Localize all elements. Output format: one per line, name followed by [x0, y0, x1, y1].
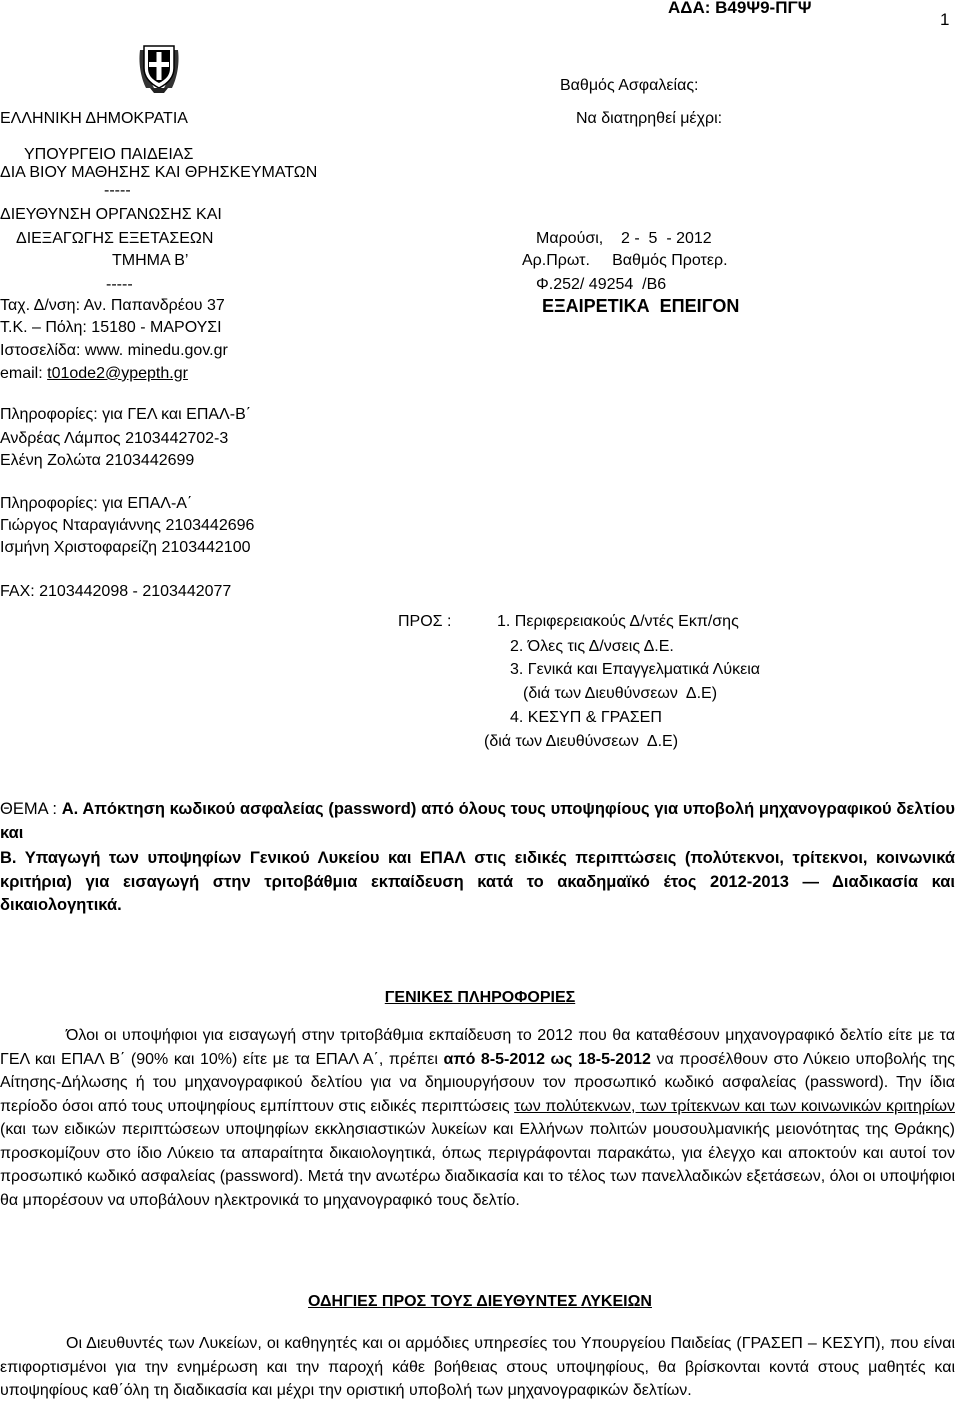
directors-heading: ΟΔΗΓΙΕΣ ΠΡΟΣ ΤΟΥΣ ΔΙΕΥΘΥΝΤΕΣ ΛΥΚΕΙΩΝ — [308, 1293, 652, 1310]
directors-text: Οι Διευθυντές των Λυκείων, οι καθηγητές και οι αρμόδιες υπηρεσίες του Υπουργείου Παιδείας (ΓΡΑΣΕΠ – ΚΕΣΥΠ), που είναι επιφορτισμένοι για την ενημέρωση και την παροχή κάθε βοήθειας στους υποψηφίους, θα βρίσκονται κοντά στους μαθητές και υποψηφίους καθ΄όλη τη διαδικασία και μέχρι την οριστική υποβολή των μηχανογραφικών δελτίων. — [0, 1335, 955, 1399]
separator-2: ----- — [106, 276, 133, 293]
protocol-line: Αρ.Πρωτ. Βαθμός Προτερ. — [522, 252, 728, 269]
general-categories: των πολύτεκνων, των τρίτεκνων και των κοινωνικών κριτηρίων — [514, 1097, 955, 1115]
email-line — [0, 364, 188, 384]
subject-a — [0, 798, 955, 845]
general-text-3: (και των ειδικών περιπτώσεων υποψηφίων εκκλησιαστικών λυκείων και Ελλήνων πολιτών μουσουλμανικής μειονότητας της Θράκης) προσκομίζουν στο ίδιο Λύκειο τα απαραίτητα δικαιολογητικά, όπως περιγράφονται παρακάτω, για έλεγχο και αποκτούν και αυτοί τον προσωπικό κωδικό ασφαλείας (password). Μετά την ανωτέρω διαδικασία και το τέλος των πανελλαδικών εξετάσεων, όλοι οι υποψήφιοι θα μπορέσουν να υποβάλουν ηλεκτρονικά το μηχανογραφικό τους δελτίο. — [0, 1121, 955, 1209]
recipient-1: 1. Περιφερειακούς Δ/ντές Εκπ/σης — [497, 613, 739, 630]
recipient-3: 3. Γενικά και Επαγγελματικά Λύκεια — [510, 661, 761, 678]
email-link[interactable]: t01ode2@ypepth.gr — [47, 365, 188, 382]
priority-label: ΕΞΑΙΡΕΤΙΚΑ ΕΠΕΙΓΟΝ — [542, 296, 740, 316]
page-number: 1 — [940, 10, 950, 29]
subject-a-text: Α. Απόκτηση κωδικού ασφαλείας (password) από όλους τους υποψηφίους για υποβολή μηχανογραφικού δελτίου και — [0, 800, 955, 842]
postal-address: Ταχ. Δ/νση: Αν. Παπανδρέου 37 — [0, 297, 225, 314]
info-epal-a: Πληροφορίες: για ΕΠΑΛ-Α΄ — [0, 495, 193, 512]
recipient-4: 4. ΚΕΣΥΠ & ΓΡΑΣΕΠ — [510, 709, 662, 726]
security-level: Βαθμός Ασφαλείας: — [560, 77, 699, 94]
directorate-line-1: ΔΙΕΥΘΥΝΣΗ ΟΡΓΑΝΩΣΗΣ ΚΑΙ — [0, 206, 222, 223]
general-text-1: Όλοι οι υποψήφιοι για εισαγωγή στην τριτοβάθμια εκπαίδευση το 2012 που θα καταθέσουν μηχανογραφικό δελτίο είτε με τα ΓΕΛ και ΕΠΑΛ Β΄ (90% και 10%) είτε με τα ΕΠΑΛ Α΄, πρέπει — [0, 1027, 955, 1068]
place-date: Μαρούσι, 2 - 5 - 2012 — [536, 230, 712, 247]
general-text-2: να προσέλθουν στο Λύκειο υποβολής της Αίτησης-Δήλωσης ή του μηχανογραφικού δελτίου για να δημιουργήσουν τον προσωπικό κωδικό ασφαλείας (password). Την ίδια περίοδο όσοι από τους υποψηφίους εμπίπτουν στις ειδικές περιπτώσεις — [0, 1050, 955, 1115]
recipients-label: ΠΡΟΣ : — [398, 613, 452, 630]
contact-person-4: Ισμήνη Χριστοφαρείζη 2103442100 — [0, 539, 251, 556]
separator-1: ----- — [104, 182, 131, 199]
recipient-4-sub: (διά των Διευθύνσεων Δ.Ε) — [484, 733, 679, 750]
protocol-number: Φ.252/ 49254 /Β6 — [536, 276, 667, 293]
recipient-2: 2. Όλες τις Δ/νσεις Δ.Ε. — [510, 638, 674, 655]
contact-person-2: Ελένη Ζολώτα 2103442699 — [0, 452, 195, 469]
recipient-3-sub: (διά των Διευθύνσεων Δ.Ε) — [523, 685, 718, 702]
ada-code: ΑΔΑ: Β49Ψ9-ΠΓΨ — [668, 0, 812, 17]
postal-city: Τ.Κ. – Πόλη: 15180 - ΜΑΡΟΥΣΙ — [0, 319, 222, 336]
subject-label: ΘΕΜΑ : — [0, 800, 62, 818]
republic-name: ΕΛΛΗΝΙΚΗ ΔΗΜΟΚΡΑΤΙΑ — [0, 110, 188, 127]
general-info-paragraph — [0, 1024, 955, 1212]
coat-of-arms-icon — [134, 36, 184, 96]
fax-line: FAX: 2103442098 - 2103442077 — [0, 583, 232, 600]
website: Ιστοσελίδα: www. minedu.gov.gr — [0, 342, 228, 359]
subject-b: Β. Υπαγωγή των υποψηφίων Γενικού Λυκείου και ΕΠΑΛ στις ειδικές περιπτώσεις (πολύτεκνοι, τρίτεκνοι, κοινωνικά κριτήρια) για εισαγωγή στην τριτοβάθμια εκπαίδευση κατά το ακαδημαϊκό έτος 2012-2013 — Διαδικασία και δικαιολογητικά. — [0, 849, 955, 914]
email-label: email: — [0, 365, 48, 382]
department-name: ΤΜΗΜΑ Β’ — [112, 252, 189, 269]
general-info-heading: ΓΕΝΙΚΕΣ ΠΛΗΡΟΦΟΡΙΕΣ — [384, 989, 576, 1006]
ministry-name: ΥΠΟΥΡΓΕΙΟ ΠΑΙΔΕΙΑΣ — [24, 146, 194, 163]
contact-person-1: Ανδρέας Λάμπος 2103442702-3 — [0, 430, 229, 447]
info-gel-epal-b: Πληροφορίες: για ΓΕΛ και ΕΠΑΛ-Β΄ — [0, 406, 252, 423]
contact-person-3: Γιώργος Νταραγιάννης 2103442696 — [0, 517, 255, 534]
keep-until: Να διατηρηθεί μέχρι: — [576, 110, 723, 127]
directorate-line-2: ΔΙΕΞΑΓΩΓΗΣ ΕΞΕΤΑΣΕΩΝ — [16, 230, 214, 247]
ministry-name-2: ΔΙΑ ΒΙΟΥ ΜΑΘΗΣΗΣ ΚΑΙ ΘΡΗΣΚΕΥΜΑΤΩΝ — [0, 164, 318, 181]
directors-paragraph — [0, 1332, 955, 1403]
general-dates: από 8-5-2012 ως 18-5-2012 — [443, 1050, 651, 1068]
